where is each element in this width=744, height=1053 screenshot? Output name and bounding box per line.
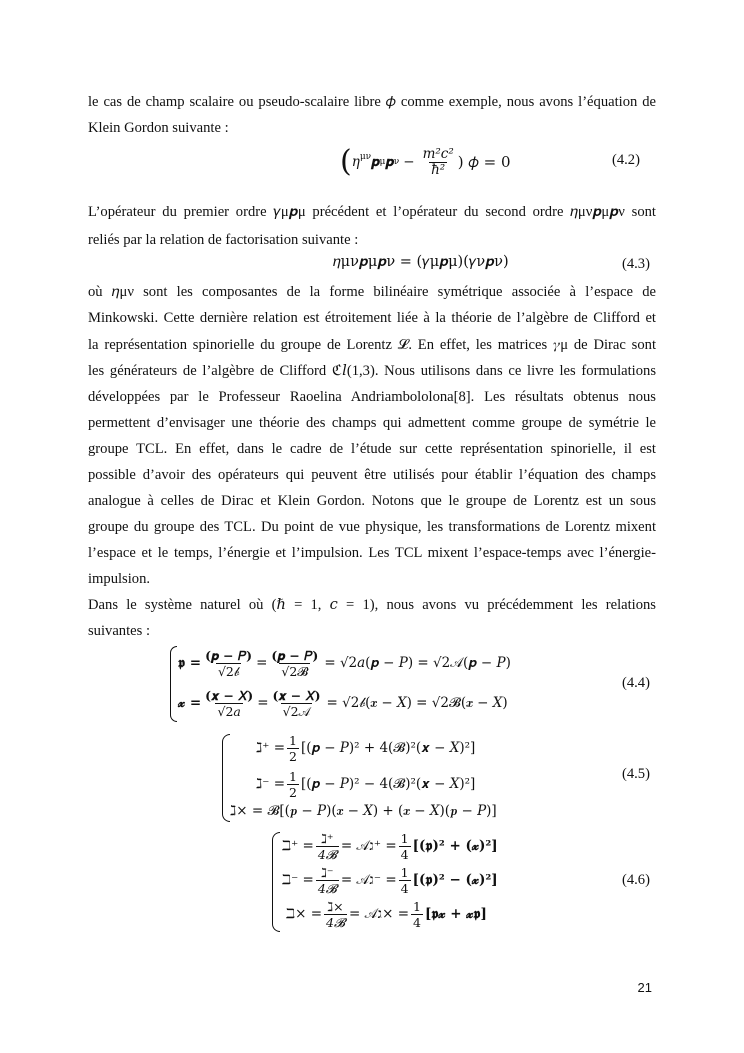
paragraph-line: l’espace et le temps, l’énergie et l’impulsion. Les TCL mixent l’espace-temps avec l’énergie- <box>88 545 656 561</box>
paragraph-line: développées par le Professeur Raoelina Andriambololona[8]. Les résultats obtenus nous <box>88 389 656 405</box>
paragraph-line: analogue à celles de Dirac et Klein Gordon. Notons que le groupe de Lorentz est un sous <box>88 493 656 509</box>
equation-4-5-row-3: ℷ× = 𝓑[(𝒑 − 𝑃)(𝒙 − 𝑋) + (𝒙 − 𝑋)(𝒑 − 𝑃)] <box>230 803 497 819</box>
paragraph-line: où 𝜂μν sont les composantes de la forme bilinéaire symétrique associée à l’espace de <box>88 284 656 300</box>
equation-4-6-row-2: ℶ⁻ = $\frac{\text{ℷ⁻}}{\text{4𝓑}}$ = 𝒜ℷ⁻ = $\frac{1}{4}$ [(𝖕)² − (𝔁)²] <box>282 864 498 896</box>
equation-number: (4.5) <box>622 766 650 782</box>
paragraph-line: suivantes : <box>88 623 151 639</box>
paragraph-line: permettent d’envisager une théorie des champs qui admettent comme groupe de symétrie le <box>88 415 656 431</box>
equation-4-6-row-3: ℶ× = $\frac{\text{ℷ×}}{\text{4𝓑}}$ = 𝒜ℷ× = $\frac{1}{4}$ [𝖕𝔁 + 𝔁𝖕] <box>286 898 487 930</box>
left-brace <box>170 646 177 722</box>
equation-number: (4.3) <box>622 256 650 272</box>
paragraph-line: groupe TCL. En effet, dans le cadre de l’étude sur cette représentation spinorielle, il est <box>88 441 656 457</box>
paragraph-line: la représentation spinorielle du groupe de Lorentz 𝓛. En effet, les matrices 𝛾μ de Dirac sont <box>88 337 656 353</box>
equation-4-5-row-2: ℷ⁻ = $\frac{1}{2}$ [(𝒑 − 𝑃)² − 4(𝓑)²(𝒙 − 𝑋)²] <box>256 768 476 800</box>
paragraph-line: Klein Gordon suivante : <box>88 120 229 136</box>
paragraph-line: Dans le système naturel où (ℏ = 1, 𝑐 = 1), nous avons vu précédemment les relations <box>88 597 656 613</box>
equation-4-4-row-1: 𝖕 = $\frac{\text{(𝒑 − 𝑃)}}{\text{√2𝒷}}$ = $\frac{\text{(𝒑 − 𝑃)}}{\text{√2𝓑}}$ = √2𝑎(𝒑 − 𝑃) = √2𝒜(𝒑 − 𝑃) <box>178 647 511 679</box>
equation-number: (4.2) <box>612 152 640 168</box>
paragraph-line: groupe du groupe des TCL. Du point de vue physique, les transformations de Lorentz mixent <box>88 519 656 535</box>
paragraph-line: L’opérateur du premier ordre 𝛾μ𝒑μ précédent et l’opérateur du second ordre 𝜂μν𝒑μ𝒑ν sont <box>88 204 656 220</box>
page-number: 21 <box>637 980 652 995</box>
equation-4-2: ( 𝜂 $^{\mu\nu}$ 𝒑 μ 𝒑 ν − $\frac{\text{m²c²}}{\text{ħ²}}$ ) 𝜙 = 0 <box>340 144 511 179</box>
paragraph-line: possible d’avoir des opérateurs qui peuvent être utilisés pour établir l’équation des champs <box>88 467 656 483</box>
paragraph-line: les générateurs de l’algèbre de Clifford ℭ𝑙(1,3). Nous utilisons dans ce livre les formulations <box>88 363 656 379</box>
paragraph-line: le cas de champ scalaire ou pseudo-scalaire libre 𝜙 comme exemple, nous avons l’équation de <box>88 94 656 110</box>
paragraph-line: impulsion. <box>88 571 151 587</box>
equation-4-3: 𝜂μν𝒑μ𝒑ν = (𝛾μ𝒑μ)(𝛾ν𝒑ν) <box>333 254 509 270</box>
left-brace <box>222 734 230 822</box>
left-brace <box>272 832 280 932</box>
equation-4-4-row-2: 𝔁 = $\frac{\text{(𝒙 − 𝑋)}}{\text{√2𝑎}}$ = $\frac{\text{(𝒙 − 𝑋)}}{\text{√2𝒜}}$ = √2𝒷(𝒙 − 𝑋) = √2𝓑(𝒙 − 𝑋) <box>178 687 508 719</box>
equation-4-5-row-1: ℷ⁺ = $\frac{1}{2}$ [(𝒑 − 𝑃)² + 4(𝓑)²(𝒙 − 𝑋)²] <box>256 732 476 764</box>
equation-number: (4.4) <box>622 675 650 691</box>
equation-number: (4.6) <box>622 872 650 888</box>
fraction: $\frac{\text{m²c²}}{\text{ħ²}}$ <box>422 145 454 178</box>
paragraph-line: reliés par la relation de factorisation suivante : <box>88 232 359 248</box>
paragraph-line: Minkowski. Cette dernière relation est étroitement liée à la théorie de l’algèbre de Clifford et <box>88 310 656 326</box>
equation-4-6-row-1: ℶ⁺ = $\frac{\text{ℷ⁺}}{\text{4𝓑}}$ = 𝒜ℷ⁺ = $\frac{1}{4}$ [(𝖕)² + (𝔁)²] <box>282 830 498 862</box>
